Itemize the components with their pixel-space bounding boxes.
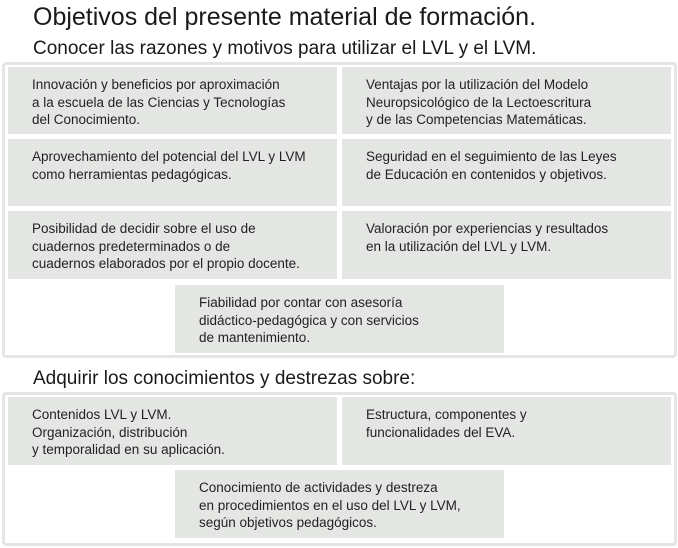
box-line: funcionalidades del EVA. [366,424,516,440]
objective-box-estructura [342,397,671,465]
objective-box-actividades [175,470,504,538]
box-line: Organización, distribución [32,424,188,440]
box-line: Conocimiento de actividades y destreza [199,480,438,495]
section-heading-razones: Conocer las razones y motivos para utilizar el LVL y el LVM. [33,38,537,59]
box-line: como herramientas pedagógicas. [32,166,232,182]
objective-box-posibilidad [8,211,337,279]
box-line: didáctico-pedagógica y con servicios [199,312,419,328]
box-line: Innovación y beneficios por aproximación [32,77,280,92]
box-line: y de las Competencias Matemáticas. [366,112,587,127]
objective-box-fiabilidad [175,285,504,353]
objective-box-aprovechamiento [8,139,337,206]
box-line: Seguridad en el seguimiento de las Leyes [366,149,617,164]
box-line: del Conocimiento. [32,112,141,127]
box-line: Fiabilidad por contar con asesoría [199,295,403,310]
objective-box-ventajas [342,67,671,134]
objective-box-innovacion [8,67,337,134]
objective-box-seguridad [342,139,671,206]
box-line: Ventajas por la utilización del Modelo [366,77,589,92]
box-line: cuadernos elaborados por el propio docente. [32,256,300,271]
box-line: de mantenimiento. [199,330,311,345]
box-line: y temporalidad en su aplicación. [32,442,225,457]
box-line: según objetivos pedagógicos. [199,515,377,530]
box-line: en la utilización del LVL y LVM. [366,238,552,254]
box-line: Valoración por experiencias y resultados [366,221,609,236]
box-line: a la escuela de las Ciencias y Tecnologías [32,94,286,110]
box-line: Contenidos LVL y LVM. [32,407,172,422]
box-line: Neuropsicológico de la Lectoescritura [366,94,592,110]
objective-box-contenidos [8,397,337,465]
box-line: cuadernos predeterminados o de [32,238,231,254]
page-title: Objetivos del presente material de formación. [33,3,537,31]
box-line: en procedimientos en el uso del LVL y LVM, [199,497,461,513]
box-line: Estructura, componentes y [366,407,527,422]
box-line: Posibilidad de decidir sobre el uso de [32,221,256,236]
objective-box-valoracion [342,211,671,279]
section-heading-conocimientos: Adquirir los conocimientos y destrezas sobre: [33,368,416,389]
box-line: de Educación en contenidos y objetivos. [366,166,607,182]
box-line: Aprovechamiento del potencial del LVL y LVM [32,149,306,164]
